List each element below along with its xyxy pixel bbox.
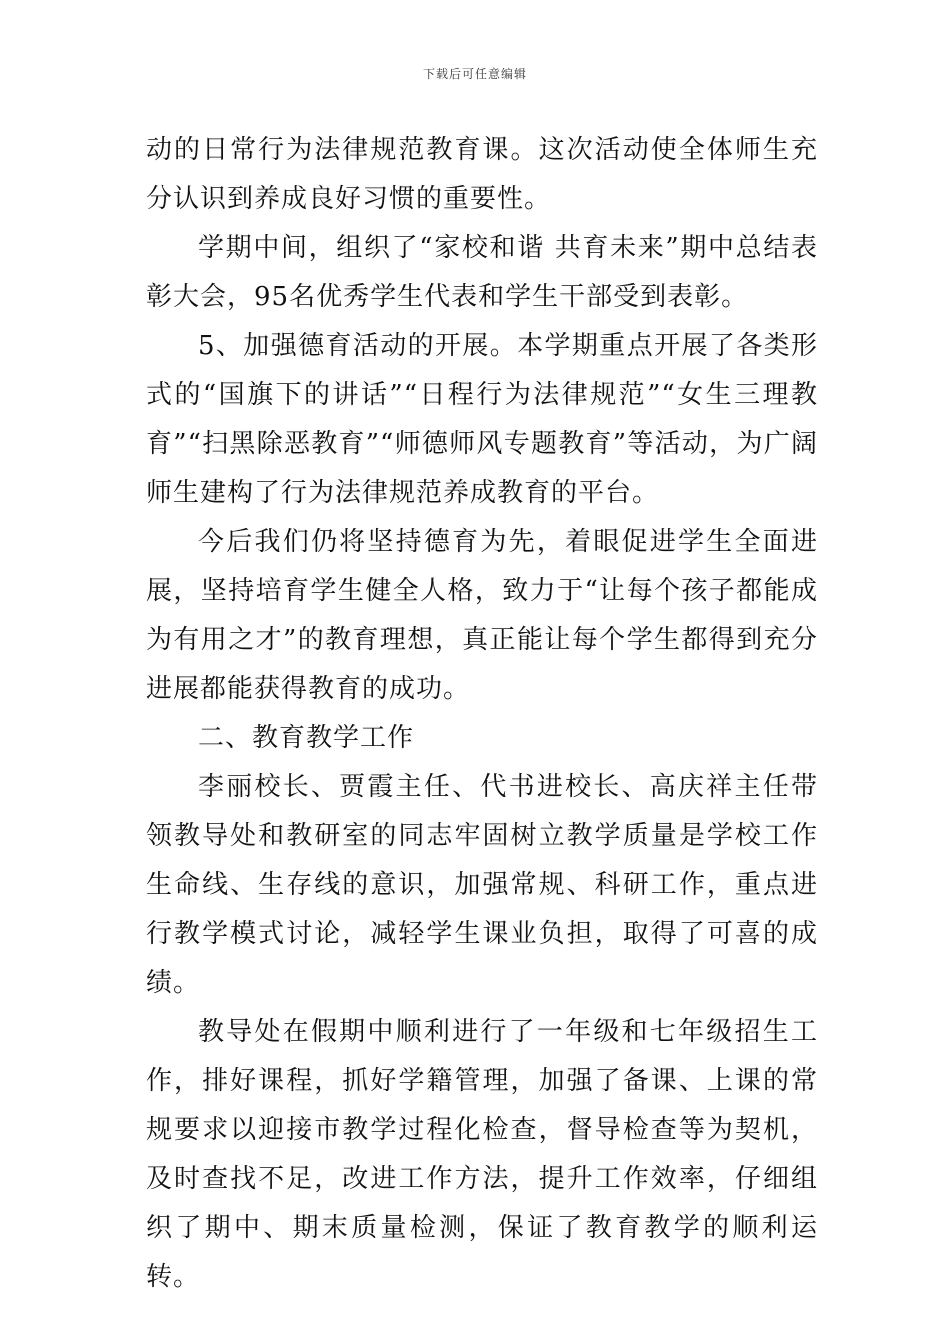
paragraph-teaching-leadership: 李丽校长、贾霞主任、代书进校长、高庆祥主任带领教导处和教研室的同志牢固树立教学质量是学校工作生命线、生存线的意识，加强常规、科研工作，重点进行教学模式讨论，减轻学生课业负担，取得了可喜的成绩。: [146, 772, 818, 998]
section-heading-teaching: 二、教育教学工作: [198, 723, 415, 753]
paragraph-future-plan: 今后我们仍将坚持德育为先，着眼促进学生全面进展，坚持培育学生健全人格，致力于“让每个孩子都能成为有用之才”的教育理想，真正能让每个学生都得到充分进展都能获得教育的成功。: [146, 527, 818, 704]
document-body: [146, 126, 818, 1302]
page-header: 下载后可任意编辑: [422, 67, 527, 81]
paragraph-continuation: 动的日常行为法律规范教育课。这次活动使全体师生充分认识到养成良好习惯的重要性。: [146, 135, 818, 214]
paragraph-academic-affairs: 教导处在假期中顺利进行了一年级和七年级招生工作，排好课程，抓好学籍管理，加强了备课、上课的常规要求以迎接市教学过程化检查，督导检查等为契机，及时查找不足，改进工作方法，提升工作效率，仔细组织了期中、期末质量检测，保证了教育教学的顺利运转。: [146, 1017, 818, 1292]
paragraph-midterm-assembly: 学期中间，组织了“家校和谐 共育未来”期中总结表彰大会，95名优秀学生代表和学生干部受到表彰。: [146, 233, 818, 312]
paragraph-moral-education: 5、加强德育活动的开展。本学期重点开展了各类形式的“国旗下的讲话”“日程行为法律规范”“女生三理教育”“扫黑除恶教育”“师德师风专题教育”等活动，为广阔师生建构了行为法律规范养成教育的平台。: [146, 331, 818, 508]
